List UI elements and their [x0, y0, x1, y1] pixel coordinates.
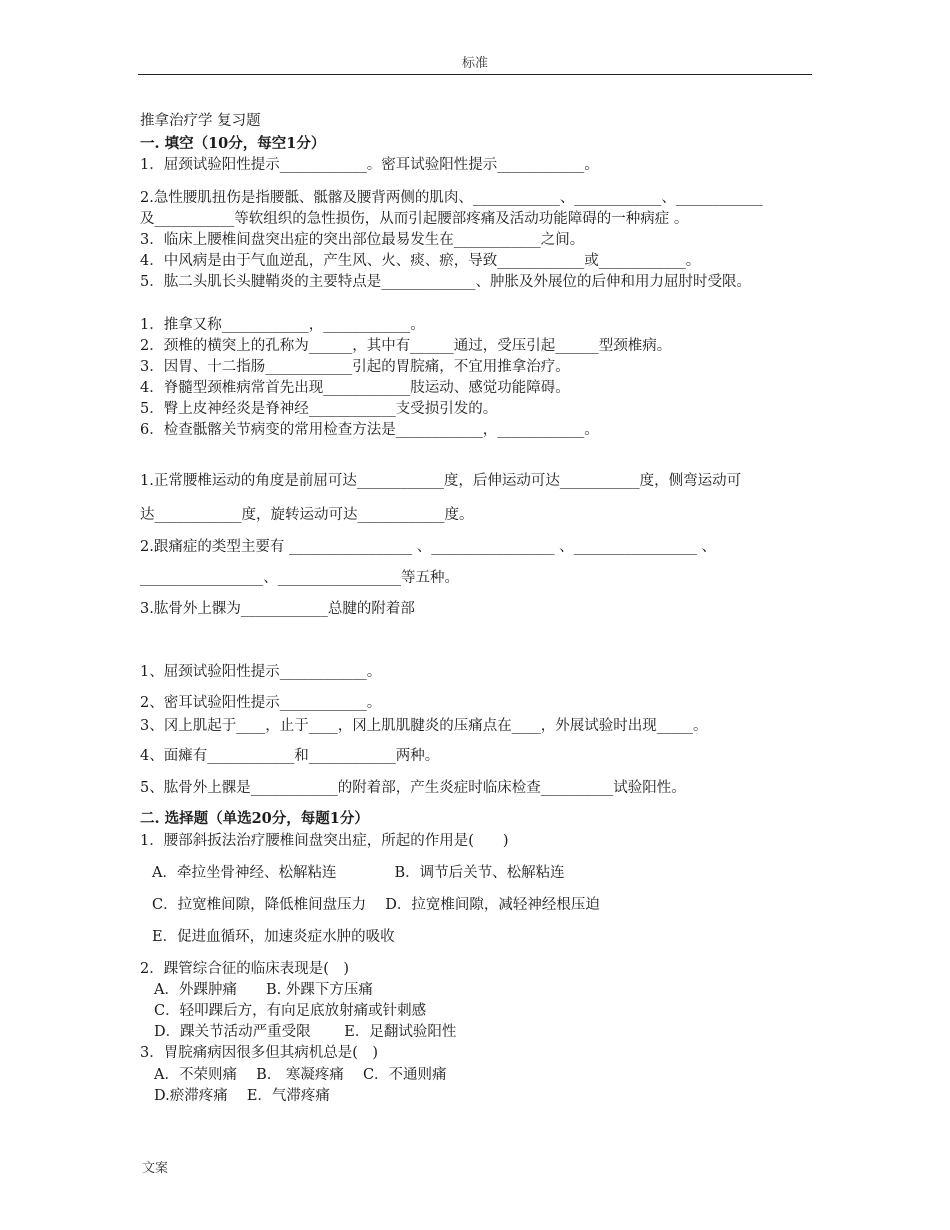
choice-options: D.瘀滞疼痛 E．气滞疼痛 — [154, 1088, 330, 1104]
fill-question: 2．颈椎的横突上的孔称为______，其中有______通过，受压引起______型颈椎病。 — [140, 338, 672, 354]
fill-question: 1．屈颈试验阳性提示____________。密耳试验阳性提示____________。 — [140, 157, 599, 173]
fill-question: 4．脊髓型颈椎病常首先出现____________肢运动、感觉功能障碍。 — [140, 380, 570, 396]
choice-options: C．拉宽椎间隙，降低椎间盘压力 D．拉宽椎间隙，减轻神经根压迫 — [152, 897, 600, 913]
fill-question: 2、密耳试验阳性提示____________。 — [140, 695, 382, 711]
fill-question: 3．因胃、十二指肠____________引起的胃脘痛，不宜用推拿治疗。 — [140, 359, 570, 375]
fill-question: 3.肱骨外上髁为____________总腱的附着部 — [140, 601, 415, 617]
choice-question-stem: 3．胃脘痛病因很多但其病机总是( ) — [140, 1045, 379, 1061]
fill-question: 4、面瘫有____________和____________两种。 — [140, 748, 440, 764]
fill-question: 1．推拿又称____________，____________。 — [140, 317, 425, 333]
fill-question: 6．检查骶髂关节病变的常用检查方法是____________，____________。 — [140, 422, 599, 438]
fill-question: 1.正常腰椎运动的角度是前屈可达____________度，后伸运动可达___________度，侧弯运动可 — [140, 473, 742, 489]
choice-options: E．促进血循环，加速炎症水肿的吸收 — [152, 929, 395, 945]
choice-options: C．轻叩踝后方，有向足底放射痛或针刺感 — [154, 1003, 427, 1019]
fill-question: 2.跟痛症的类型主要有 _________________ 、_________________ 、_________________ 、 — [140, 539, 717, 555]
fill-question: 4．中风病是由于气血逆乱，产生风、火、痰、瘀，导致____________或____________。 — [140, 253, 701, 269]
fill-question: 3．临床上腰椎间盘突出症的突出部位最易发生在____________之间。 — [140, 232, 585, 248]
fill-question: 1、屈颈试验阳性提示____________。 — [140, 664, 382, 680]
doc-title: 推拿治疗学 复习题 — [140, 113, 261, 129]
fill-question: 5．肱二头肌长头腱鞘炎的主要特点是_____________、肿胀及外展位的后伸和用力屈肘时受限。 — [140, 274, 751, 290]
fill-question: 2.急性腰肌扭伤是指腰骶、骶髂及腰背两侧的肌肉、____________、____________、____________ — [140, 190, 763, 206]
choice-options: A．外踝肿痛 B. 外踝下方压痛 — [154, 982, 373, 998]
fill-question: 达____________度，旋转运动可达____________度。 — [140, 507, 474, 523]
page-footer: 文案 — [142, 1161, 169, 1176]
section-2-heading: 二. 选择题（单选20分，每题1分） — [140, 810, 369, 827]
fill-question: _________________、_________________等五种。 — [140, 570, 459, 586]
choice-options: A．不荣则痛 B. 寒凝疼痛 C．不通则痛 — [154, 1067, 447, 1083]
choice-options: D．踝关节活动严重受限 E．足翻试验阳性 — [154, 1024, 457, 1040]
fill-question: 5．臀上皮神经炎是脊神经____________支受损引发的。 — [140, 401, 498, 417]
choice-question-stem: 2．踝管综合征的临床表现是( ) — [140, 961, 350, 977]
choice-question-stem: 1．腰部斜扳法治疗腰椎间盘突出症，所起的作用是( ) — [140, 833, 509, 849]
fill-question: 3、冈上肌起于____，止于____，冈上肌肌腱炎的压痛点在____，外展试验时出现_____。 — [140, 718, 708, 734]
section-1-heading: 一. 填空（10分，每空1分） — [140, 135, 326, 152]
header-divider — [138, 74, 812, 75]
fill-question: 5、肱骨外上髁是____________的附着部，产生炎症时临床检查__________试验阳性。 — [140, 780, 686, 796]
fill-question: 及___________等软组织的急性损伤，从而引起腰部疼痛及活动功能障碍的一种病症 。 — [140, 211, 689, 227]
choice-options: A．牵拉坐骨神经、松解粘连 B．调节后关节、松解粘连 — [152, 865, 565, 881]
page-header: 标准 — [461, 56, 488, 71]
